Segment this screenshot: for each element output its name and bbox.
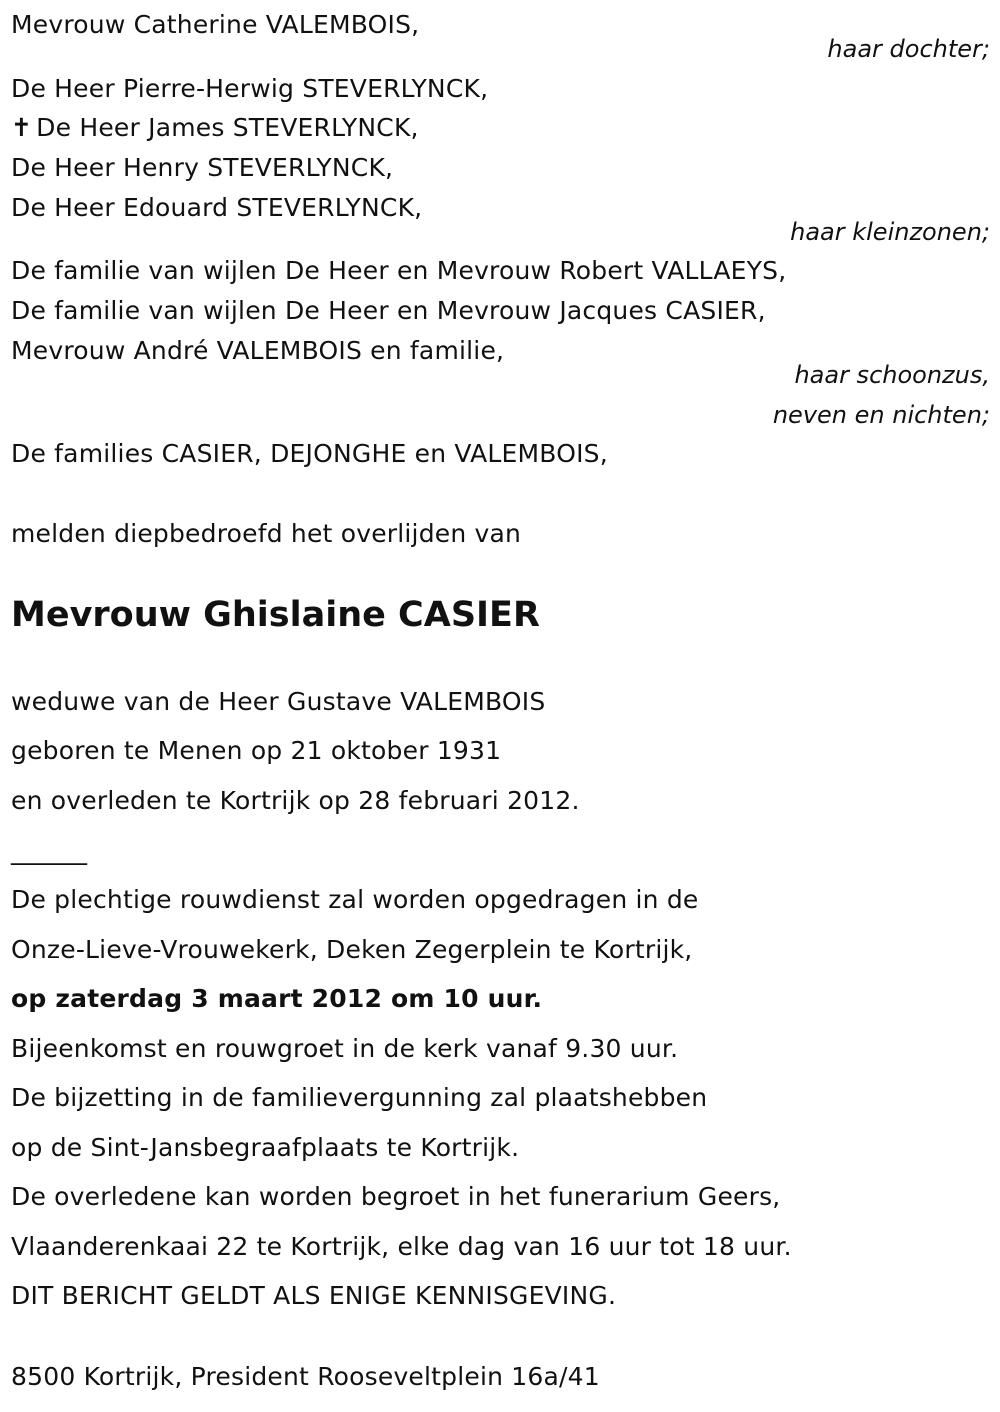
service-date-time: op zaterdag 3 maart 2012 om 10 uur.: [11, 984, 543, 1013]
notice-line: DIT BERICHT GELDT ALS ENIGE KENNISGEVING.: [11, 1281, 617, 1310]
grandson-4-name: De Heer Edouard STEVERLYNCK,: [11, 193, 423, 222]
service-line-6: op de Sint-Jansbegraafplaats te Kortrijk.: [11, 1133, 520, 1162]
died-line: en overleden te Kortrijk op 28 februari 2012.: [11, 786, 580, 815]
in-laws-relation-2: neven en nichten;: [772, 401, 990, 429]
service-line-4: Bijeenkomst en rouwgroet in de kerk vanaf 9.30 uur.: [11, 1034, 679, 1063]
service-line-7: De overledene kan worden begroet in het funerarium Geers,: [11, 1182, 781, 1211]
grandson-1-name: De Heer Pierre-Herwig STEVERLYNCK,: [11, 74, 489, 103]
service-line-2: Onze-Lieve-Vrouwekerk, Deken Zegerplein te Kortrijk,: [11, 935, 693, 964]
daughter-name: Mevrouw Catherine VALEMBOIS,: [11, 10, 420, 39]
grandson-3-name: De Heer Henry STEVERLYNCK,: [11, 153, 394, 182]
service-line-1: De plechtige rouwdienst zal worden opgedragen in de: [11, 885, 699, 914]
address: 8500 Kortrijk, President Rooseveltplein 16a/41: [11, 1362, 600, 1391]
in-law-1: De familie van wijlen De Heer en Mevrouw Robert VALLAEYS,: [11, 256, 787, 285]
grandsons-relation: haar kleinzonen;: [790, 218, 990, 246]
born-line: geboren te Menen op 21 oktober 1931: [11, 736, 502, 765]
deceased-name: Mevrouw Ghislaine CASIER: [11, 595, 540, 635]
in-law-3: Mevrouw André VALEMBOIS en familie,: [11, 336, 505, 365]
separator: ______: [11, 836, 88, 865]
grandson-2-name: De Heer James STEVERLYNCK,: [36, 113, 419, 142]
service-line-8: Vlaanderenkaai 22 te Kortrijk, elke dag van 16 uur tot 18 uur.: [11, 1232, 792, 1261]
in-law-2: De familie van wijlen De Heer en Mevrouw Jacques CASIER,: [11, 296, 766, 325]
announcement: melden diepbedroefd het overlijden van: [11, 519, 522, 548]
daughter-relation: haar dochter;: [827, 35, 990, 63]
grandson-4: [11, 193, 422, 223]
grandson-1: [11, 74, 488, 104]
service-line-5: De bijzetting in de familievergunning zal plaatshebben: [11, 1083, 708, 1112]
grandson-3: [11, 153, 393, 183]
in-laws-relation-1: haar schoonzus,: [794, 361, 990, 389]
families-line: De families CASIER, DEJONGHE en VALEMBOIS,: [11, 439, 608, 468]
grandson-2: [11, 113, 419, 143]
widow-of: weduwe van de Heer Gustave VALEMBOIS: [11, 687, 546, 716]
cross-icon: ✝: [11, 113, 33, 142]
